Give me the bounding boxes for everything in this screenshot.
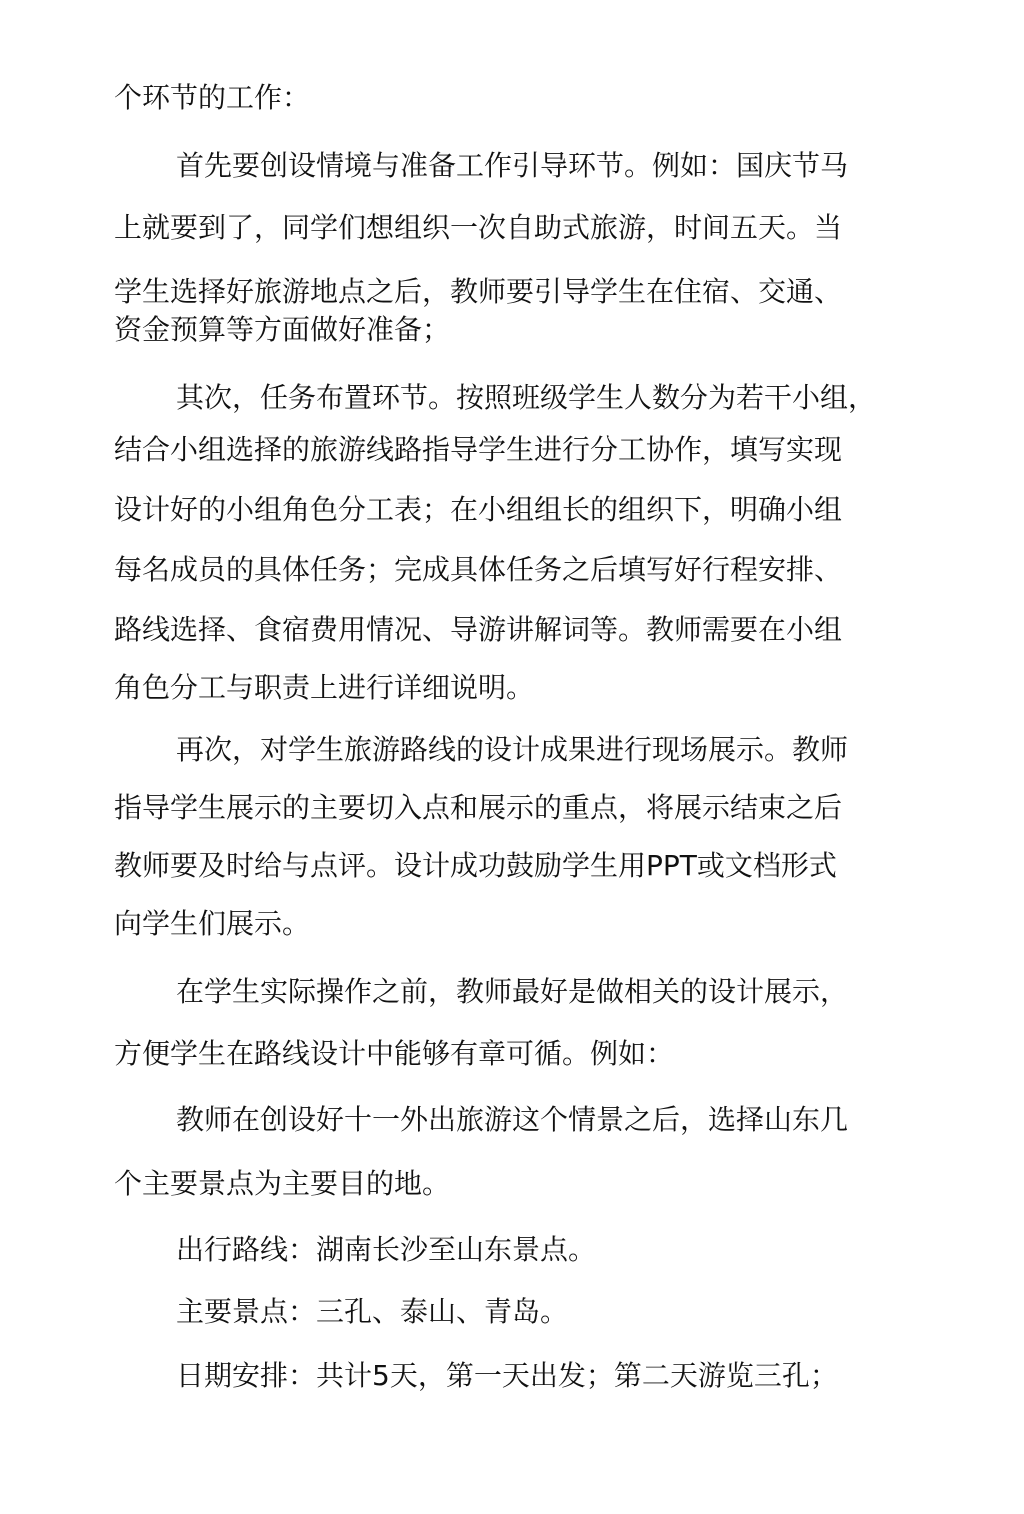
text-line: 方便学生在路线设计中能够有章可循。例如：: [114, 1037, 675, 1070]
text-line: 向学生们展示。: [114, 907, 311, 940]
schedule-line: 日期安排：共计5天，第一天出发；第二天游览三孔；: [176, 1359, 838, 1392]
text-line: 上就要到了，同学们想组织一次自助式旅游，时间五天。当: [114, 211, 843, 244]
text-line: 指导学生展示的主要切入点和展示的重点，将展示结束之后: [114, 791, 843, 824]
text-line: 结合小组选择的旅游线路指导学生进行分工协作，填写实现: [114, 433, 843, 466]
paragraph-first-line: 在学生实际操作之前，教师最好是做相关的设计展示，: [176, 975, 849, 1008]
paragraph-first-line: 首先要创设情境与准备工作引导环节。例如：国庆节马: [176, 149, 849, 182]
attractions-line: 主要景点：三孔、泰山、青岛。: [176, 1295, 569, 1328]
text-line: 设计好的小组角色分工表；在小组组长的组织下，明确小组: [114, 493, 843, 526]
text-line: 教师要及时给与点评。设计成功鼓励学生用PPT或文档形式: [114, 849, 837, 882]
text-line: 个主要景点为主要目的地。: [114, 1167, 451, 1200]
paragraph-first-line: 其次，任务布置环节。按照班级学生人数分为若干小组，: [176, 381, 877, 414]
text-line: 路线选择、食宿费用情况、导游讲解词等。教师需要在小组: [114, 613, 843, 646]
text-line: 资金预算等方面做好准备；: [114, 313, 451, 346]
text-line: 角色分工与职责上进行详细说明。: [114, 671, 535, 704]
route-line: 出行路线：湖南长沙至山东景点。: [176, 1233, 597, 1266]
text-line: 个环节的工作：: [114, 81, 311, 114]
text-line: 学生选择好旅游地点之后，教师要引导学生在住宿、交通、: [114, 275, 843, 308]
paragraph-first-line: 再次，对学生旅游路线的设计成果进行现场展示。教师: [176, 733, 849, 766]
paragraph-first-line: 教师在创设好十一外出旅游这个情景之后，选择山东几: [176, 1103, 849, 1136]
text-line: 每名成员的具体任务；完成具体任务之后填写好行程安排、: [114, 553, 843, 586]
